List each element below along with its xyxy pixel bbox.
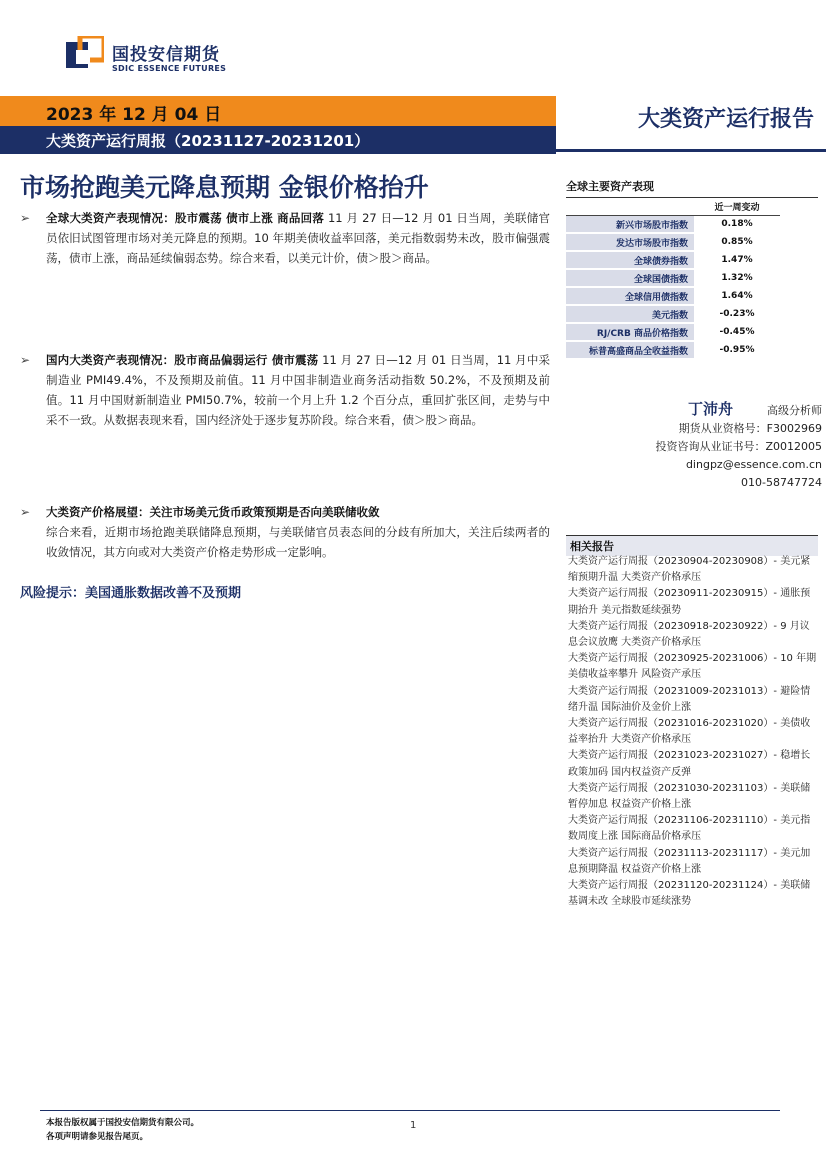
bullet-arrow-icon: ➢ [20, 211, 31, 225]
section-head: 国内大类资产表现情况：股市商品偏弱运行 债市震荡 [46, 353, 319, 367]
related-reports-title: 相关报告 [566, 535, 818, 556]
footer-divider [40, 1110, 780, 1111]
table-title: 全球主要资产表现 [566, 178, 818, 198]
table-row: 美元指数 -0.23% [566, 306, 780, 324]
weekly-title: 大类资产运行周报（20231127-20231201） [46, 132, 370, 150]
analyst-title: 高级分析师 [767, 404, 822, 417]
analyst-consult-license: 投资咨询从业证书号：Z0012005 [655, 440, 822, 453]
bullet-arrow-icon: ➢ [20, 353, 31, 367]
footer-disclaimer: 本报告版权属于国投安信期货有限公司。 各项声明请参见报告尾页。 [46, 1118, 200, 1142]
section-global [20, 208, 550, 268]
list-item[interactable]: 大类资产运行周报（20231030-20231103）- 美联储暂停加息 权益资产价格上涨 [568, 782, 811, 811]
list-item[interactable]: 大类资产运行周报（20230925-20231006）- 10 年期美债收益率攀升 风险资产承压 [568, 653, 817, 681]
logo-name-cn: 国投安信期货 [112, 45, 220, 65]
logo-name-en: SDIC ESSENCE FUTURES [112, 64, 227, 73]
table-header-change: 近一周变动 [694, 198, 780, 215]
report-date: 2023 年 12 月 04 日 [46, 105, 222, 125]
list-item[interactable]: 大类资产运行周报（20230911-20230915）- 通胀预期抬升 美元指数延续强势 [568, 588, 811, 616]
analyst-email[interactable]: dingpz@essence.com.cn [685, 458, 822, 471]
table-row: 新兴市场股市指数 0.18% [566, 216, 780, 234]
table-row: 发达市场股市指数 0.85% [566, 234, 780, 252]
list-item[interactable]: 大类资产运行周报（20231023-20231027）- 稳增长政策加码 国内权益资产反弹 [568, 750, 811, 778]
table-row: RJ/CRB 商品价格指数 -0.45% [566, 324, 780, 342]
section-text: 11 月 27 日—12 月 01 日当周，美联储官员依旧试图管理市场对美元降息的预期。10 年期美债收益率回落，美元指数弱势未改，股市偏强震荡，债市上涨，商品延续偏弱态势。综合来看，以美元计价，债＞股＞商品。 [46, 211, 550, 265]
section-domestic [20, 350, 550, 430]
analyst-phone: 010-58747724 [741, 476, 822, 489]
analyst-license: 期货从业资格号：F3002969 [678, 422, 822, 435]
table-row: 全球信用债指数 1.64% [566, 288, 780, 306]
page-number: 1 [410, 1120, 417, 1131]
list-item[interactable]: 大类资产运行周报（20231016-20231020）- 美债收益率抬升 大类资产价格承压 [568, 718, 811, 746]
section-outlook [20, 502, 550, 562]
list-item[interactable]: 大类资产运行周报（20231113-20231117）- 美元加息预期降温 权益资产价格上涨 [568, 847, 811, 875]
main-title: 市场抢跑美元降息预期 金银价格抬升 [20, 173, 429, 202]
section-head: 全球大类资产表现情况：股市震荡 债市上涨 商品回落 [46, 211, 325, 225]
list-item[interactable]: 大类资产运行周报（20230918-20230922）- 9 月议息会议放鹰 大类资产价格承压 [568, 620, 810, 649]
table-row: 全球国债指数 1.32% [566, 270, 780, 288]
list-item[interactable]: 大类资产运行周报（20231120-20231124）- 美联储基调未改 全球股市延续涨势 [568, 880, 811, 908]
list-item[interactable]: 大类资产运行周报（20231106-20231110）- 美元指数周度上涨 国际商品价格承压 [568, 815, 811, 843]
list-item[interactable]: 大类资产运行周报（20230904-20230908）- 美元紧缩预期升温 大类资产价格承压 [568, 556, 811, 584]
bullet-arrow-icon: ➢ [20, 505, 31, 519]
related-reports-list [568, 554, 818, 910]
table-row: 全球债券指数 1.47% [566, 252, 780, 270]
section-text: 综合来看，近期市场抢跑美联储降息预期，与美联储官员表态间的分歧有所加大，关注后续两者的收敛情况，其方向或对大类资产价格走势形成一定影响。 [46, 525, 550, 559]
table-header-row [566, 198, 780, 216]
section-head: 大类资产价格展望：关注市场美元货币政策预期是否向美联储收敛 [46, 505, 380, 519]
analyst-info [566, 400, 822, 492]
risk-warning: 风险提示：美国通胀数据改善不及预期 [20, 586, 242, 601]
company-logo-icon [66, 36, 104, 74]
list-item[interactable]: 大类资产运行周报（20231009-20231013）- 避险情绪升温 国际油价及金价上涨 [568, 685, 811, 713]
table-row: 标普高盛商品全收益指数 -0.95% [566, 342, 780, 360]
asset-performance-table [566, 198, 780, 360]
section-text: 11 月 27 日—12 月 01 日当周，11 月中采制造业 PMI49.4%，不及预期及前值。11 月中国非制造业商务活动指数 50.2%，不及预期及前值。11 月中国财新制造业 PMI50.7%，较前一个月上升 1.2 个百分点，重回扩张区间，走势与中采不一致。从数据表现来看，国内经济处于逐步复苏阶段。综合来看，债＞股＞商品。 [46, 353, 550, 427]
report-type: 大类资产运行报告 [637, 106, 814, 132]
analyst-name: 丁沛舟 [687, 400, 733, 418]
